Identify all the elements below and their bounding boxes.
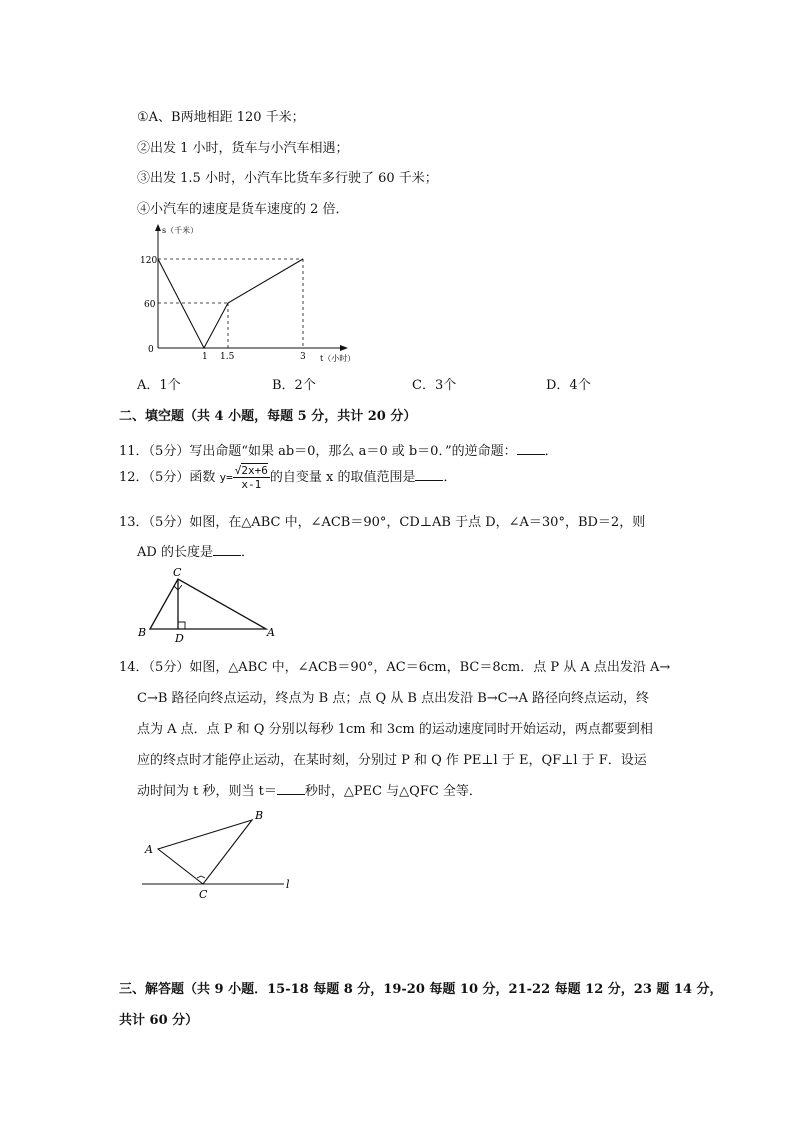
- q12-denominator: x-1: [241, 478, 262, 491]
- y-tick-60: 60: [144, 300, 156, 310]
- y-axis-arrow-icon: [155, 224, 161, 231]
- statement-1: ①A、B两地相距 120 千米；: [137, 110, 305, 125]
- right-angle-c-icon: [197, 876, 205, 878]
- statement-3: ③出发 1.5 小时，小汽车比货车多行驶了 60 千米；: [137, 171, 438, 186]
- section-3-title-line1: 三、解答题（共 9 小题．15-18 每题 8 分，19-20 每题 10 分，21-22 每题 12 分，23 题 14 分，: [119, 982, 723, 997]
- question-12: [119, 464, 456, 491]
- q12-blank: [415, 468, 443, 481]
- right-angle-d-icon: [178, 622, 185, 629]
- x-axis-label: t（小时）: [320, 354, 356, 363]
- section-2-title: 二、填空题（共 4 小题，每题 5 分，共计 20 分）: [119, 409, 417, 424]
- label-b: B: [138, 626, 147, 639]
- x-tick-3: 3: [300, 352, 306, 362]
- question-14-line2: C→B 路径向终点运动，终点为 B 点；点 Q 从 B 点出发沿 B→C→A 路径向终点运动，终: [137, 691, 650, 706]
- q12-end: ．: [443, 470, 457, 485]
- option-c: C．3个: [412, 378, 457, 393]
- distance-time-graph: [120, 222, 370, 367]
- option-b: B．2个: [272, 378, 316, 393]
- triangle-abc: [150, 579, 266, 629]
- triangle-abc-14: [158, 820, 252, 884]
- x-tick-1-5: 1.5: [220, 352, 235, 362]
- q13-prefix: AD 的长度是: [137, 545, 213, 560]
- q13-blank: [213, 543, 241, 556]
- y-axis-label: s（千米）: [162, 226, 199, 235]
- question-14-line1: 14．（5分）如图，△ABC 中，∠ACB＝90°，AC＝6cm，BC＝8cm．点 P 从 A 点出发沿 A→: [119, 660, 671, 675]
- y-tick-0: 0: [148, 345, 154, 355]
- x-axis-arrow-icon: [340, 345, 348, 351]
- label-a-14: A: [145, 843, 153, 856]
- label-c-14: C: [199, 888, 208, 901]
- question-11: [119, 440, 558, 459]
- q12-y: y=: [219, 471, 233, 484]
- q14-blank: [277, 782, 305, 795]
- label-c: C: [173, 566, 182, 579]
- triangle-figure-13: [132, 564, 282, 646]
- triangle-figure-14: [136, 806, 306, 906]
- q12-numerator: 2x+6: [241, 464, 268, 477]
- option-d: D．4个: [546, 378, 591, 393]
- q12-fraction: [233, 464, 270, 491]
- q11-blank: [517, 442, 545, 455]
- sqrt-icon: √: [234, 464, 242, 477]
- x-tick-1: 1: [202, 352, 208, 362]
- statement-2: ②出发 1 小时，货车与小汽车相遇；: [137, 141, 349, 156]
- question-14-line5: [137, 780, 482, 799]
- question-14-line4: 应的终点时才能停止运动，在某时刻，分别过 P 和 Q 作 PE⊥l 于 E，QF⊥l 于 F．设运: [137, 753, 647, 768]
- option-a: A．1个: [137, 378, 181, 393]
- label-d: D: [175, 632, 184, 645]
- y-tick-120: 120: [140, 256, 158, 266]
- question-14-line3: 点为 A 点．点 P 和 Q 分别以每秒 1cm 和 3cm 的运动速度同时开始运动，两点都要到相: [137, 722, 653, 737]
- q12-suffix: 的自变量 x 的取值范围是: [269, 470, 416, 485]
- q12-prefix: 12．（5分）函数: [119, 470, 216, 485]
- q14-suffix: 秒时，△PEC 与△QFC 全等．: [304, 784, 482, 799]
- graph-line: [158, 259, 303, 348]
- question-13-line1: 13．（5分）如图，在△ABC 中，∠ACB＝90°，CD⊥AB 于点 D，∠A＝30°，BD＝2，则: [119, 515, 646, 530]
- statement-4: ④小汽车的速度是货车速度的 2 倍．: [137, 202, 349, 217]
- q11-suffix: ．: [544, 444, 558, 459]
- section-3-title-line2: 共计 60 分）: [119, 1013, 199, 1028]
- q13-suffix: ．: [240, 545, 254, 560]
- label-l: l: [286, 878, 290, 891]
- question-13-line2: [137, 541, 254, 560]
- label-a: A: [267, 626, 275, 639]
- q11-text: 11．（5分）写出命题“如果 ab＝0，那么 a＝0 或 b＝0．”的逆命题：: [119, 444, 517, 459]
- q14-prefix: 动时间为 t 秒，则当 t＝: [137, 784, 277, 799]
- label-b-14: B: [255, 809, 264, 822]
